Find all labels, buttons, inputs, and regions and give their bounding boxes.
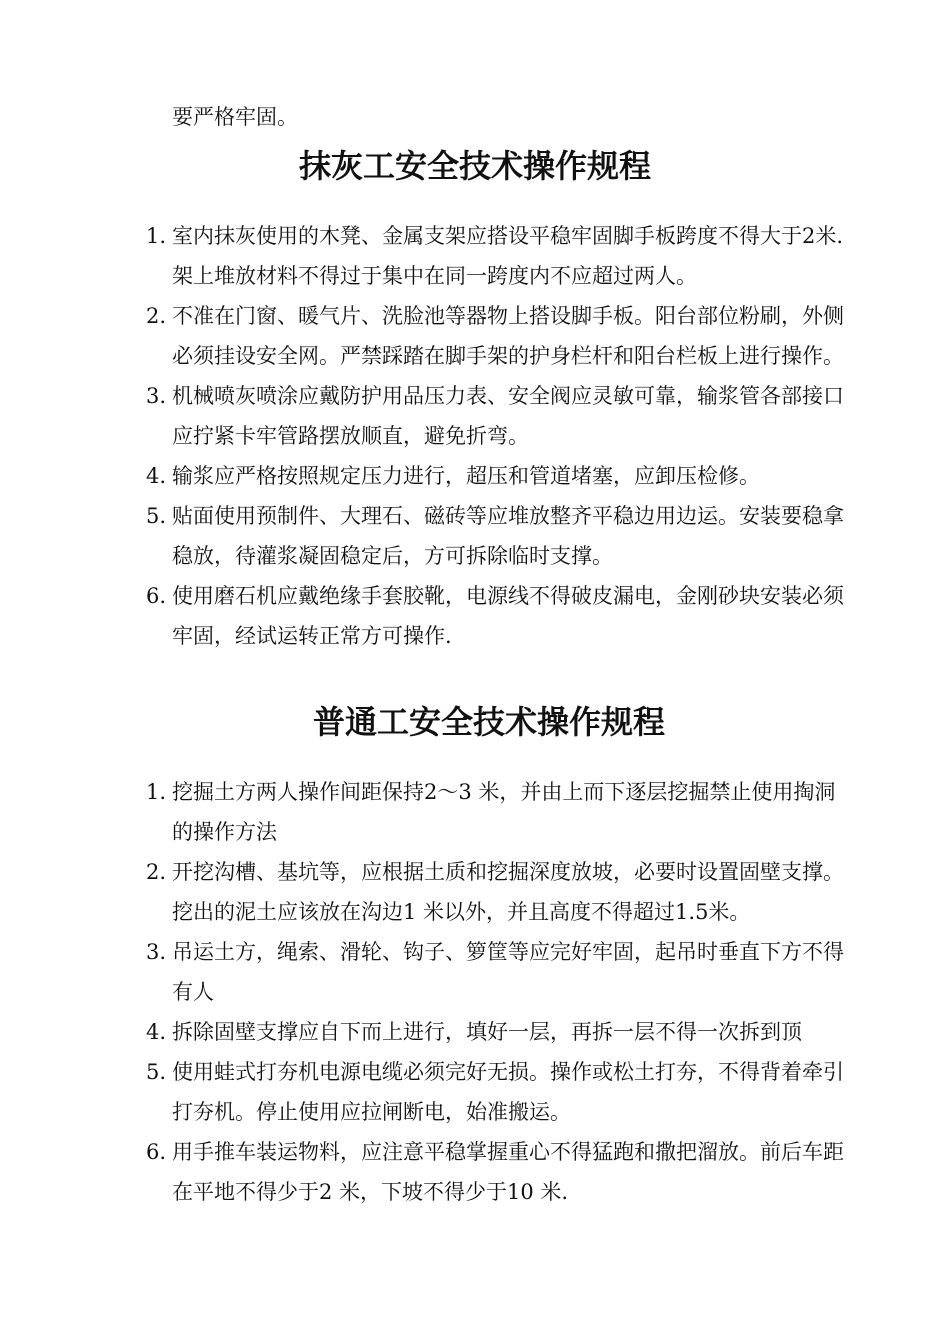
list-item xyxy=(146,1132,856,1212)
item-number: 6. xyxy=(146,584,167,608)
item-number: 1. xyxy=(146,224,167,248)
list-item xyxy=(146,376,856,456)
item-number: 6. xyxy=(146,1140,167,1164)
list-item xyxy=(146,576,856,656)
item-text: 贴面使用预制件、大理石、磁砖等应堆放整齐平稳边用边运。安装要稳拿稳放，待灌浆凝固稳定后，方可拆除临时支撑。 xyxy=(172,504,844,568)
lead-text: 要严格牢固。 xyxy=(172,105,298,129)
item-number: 5. xyxy=(146,504,167,528)
list-item xyxy=(146,456,856,496)
rule-list xyxy=(0,772,856,1212)
item-number: 5. xyxy=(146,1060,167,1084)
item-text: 输浆应严格按照规定压力进行，超压和管道堵塞，应卸压检修。 xyxy=(172,464,760,488)
item-text: 挖掘土方两人操作间距保持2～3 米，并由上而下逐层挖掘禁止使用掏洞的操作方法 xyxy=(172,780,836,844)
section-title: 抹灰工安全技术操作规程 xyxy=(298,147,651,185)
list-item xyxy=(146,772,856,852)
list-item xyxy=(146,1052,856,1132)
list-item xyxy=(146,932,856,1012)
item-text: 用手推车装运物料，应注意平稳掌握重心不得猛跑和撒把溜放。前后车距在平地不得少于2 米，下坡不得少于10 米. xyxy=(172,1140,844,1204)
list-item xyxy=(146,1012,856,1052)
list-item xyxy=(146,216,856,296)
item-number: 2. xyxy=(146,860,167,884)
item-number: 2. xyxy=(146,304,167,328)
item-text: 使用磨石机应戴绝缘手套胶靴，电源线不得破皮漏电，金刚砂块安装必须牢固，经试运转正常方可操作. xyxy=(172,584,844,648)
item-number: 4. xyxy=(146,1020,167,1044)
list-item xyxy=(146,496,856,576)
item-number: 1. xyxy=(146,780,167,804)
item-text: 开挖沟槽、基坑等，应根据土质和挖掘深度放坡，必要时设置固壁支撑。挖出的泥土应该放在沟边1 米以外，并且高度不得超过1.5米。 xyxy=(172,860,844,924)
item-number: 3. xyxy=(146,384,167,408)
item-number: 4. xyxy=(146,464,167,488)
section-general-labor xyxy=(0,698,950,1212)
section-title: 普通工安全技术操作规程 xyxy=(312,703,665,741)
item-text: 拆除固壁支撑应自下而上进行，填好一层，再拆一层不得一次拆到顶 xyxy=(172,1020,802,1044)
section-plastering xyxy=(0,142,950,656)
item-text: 机械喷灰喷涂应戴防护用品压力表、安全阀应灵敏可靠，输浆管各部接口应拧紧卡牢管路摆放顺直，避免折弯。 xyxy=(172,384,844,448)
item-text: 室内抹灰使用的木凳、金属支架应搭设平稳牢固脚手板跨度不得大于2米.架上堆放材料不得过于集中在同一跨度内不应超过两人。 xyxy=(172,224,844,288)
list-item xyxy=(146,296,856,376)
rule-list xyxy=(0,216,856,656)
item-number: 3. xyxy=(146,940,167,964)
item-text: 使用蛙式打夯机电源电缆必须完好无损。操作或松土打夯，不得背着牵引打夯机。停止使用应拉闸断电，始准搬运。 xyxy=(172,1060,844,1124)
item-text: 不准在门窗、暖气片、洗脸池等器物上搭设脚手板。阳台部位粉刷，外侧必须挂设安全网。严禁踩踏在脚手架的护身栏杆和阳台栏板上进行操作。 xyxy=(172,304,844,368)
item-text: 吊运土方，绳索、滑轮、钩子、箩筐等应完好牢固，起吊时垂直下方不得有人 xyxy=(172,940,844,1004)
list-item xyxy=(146,852,856,932)
